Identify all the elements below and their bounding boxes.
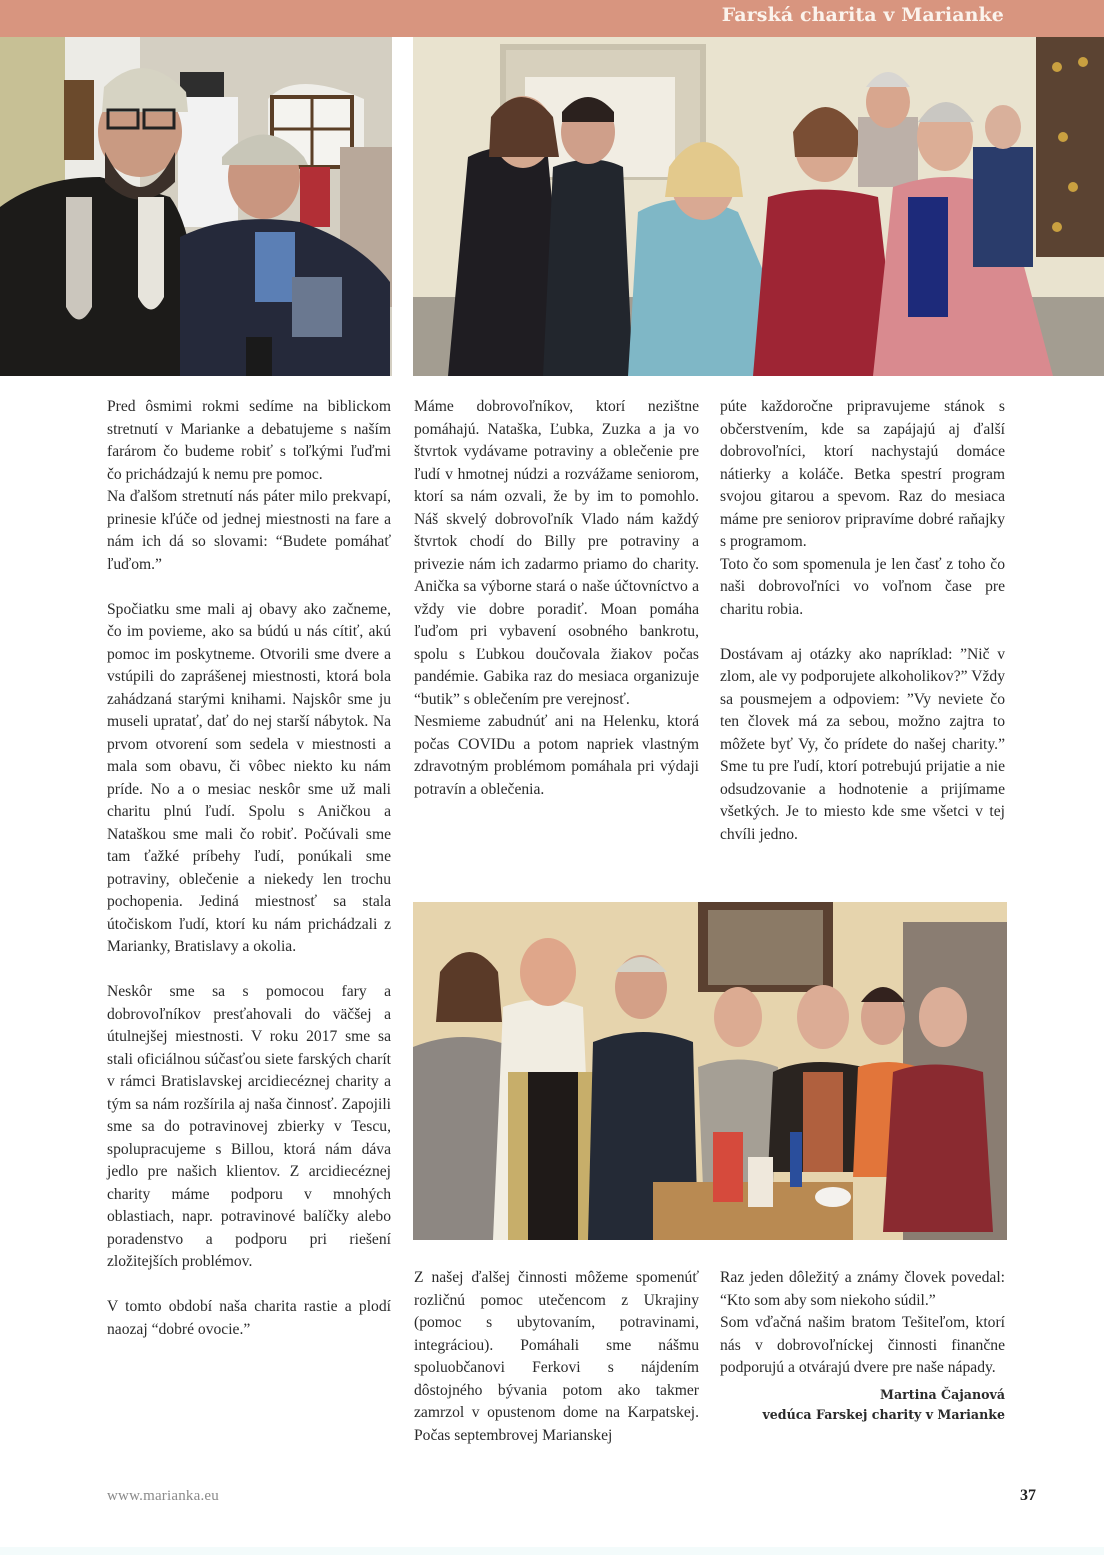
article-column-1 <box>107 396 391 1341</box>
paragraph: Pred ôsmimi rokmi sedíme na biblickom stretnutí v Marianke a debatujeme s naším farárom čo budeme robiť s toľkými ľuďmi čo prichádzajú k nemu pre pomoc. <box>107 398 391 483</box>
paragraph: Dostávam aj otázky ako napríklad: ”Nič v zlom, ale vy podporujete alkoholikov?” Vždy sa pousmejem a odpoviem: ”Vy neviete čo ten človek má za sebou, možno zajtra to môžete byť Vy, čo prídete do našej charity.” Sme tu pre ľudí, ktorí potrebujú prijatie a nie odsudzovanie a hodnotenie a prijímame všetkých. Je to miesto kde sme všetci v tej chvíli jedno. <box>720 645 1005 843</box>
article-column-3 <box>720 396 1005 846</box>
paragraph: Máme dobrovoľníkov, ktorí nezištne pomáhajú. Nataška, Ľubka, Zuzka a ja vo štvrtok vydávame potraviny a oblečenie pre ľudí v hmotnej núdzi a rozvážame seniorom, ktorí sa nám ozvali, že by im to pomohlo. Náš skvelý dobrovoľník Vlado nám každý štvrtok chodí do Billy pre potraviny a privezie nám ich zadarmo priamo do charity. Anička sa výborne stará o naše účtovníctvo a vždy vie dobre poradiť. Moan pomáha ľuďom pri vybavení osobného bankrotu, spolu s Ľubkou doučovala žiakov počas pandémie. Gabika raz do mesiaca organizuje “butik” s oblečením pre verejnosť. <box>414 398 699 708</box>
header-bar <box>0 0 1104 37</box>
photo-group-at-table <box>413 902 1007 1240</box>
paragraph: Z našej ďalšej činnosti môžeme spomenúť rozličnú pomoc utečencom z Ukrajiny (pomoc s ubytovaním, potravinami, integráciou). Pomáhali sme nášmu spoluobčanovi Ferkovi s nájdením dôstojného bývania potom ako takmer zamrzol v opustenom dome na Karpatskej. Počas septembrovej Marianskej <box>414 1269 699 1444</box>
paragraph: Spočiatku sme mali aj obavy ako začneme, čo im povieme, ako sa búdú u nás cítiť, akú pomoc im poskytneme. Otvorili sme dvere a vstúpili do zaprášenej miestnosti, ktorá bola zahádzaná starými knihami. Najskôr sme ju museli upratať, dať do nej starší nábytok. Na prvom otvorení som sedela v miestnosti a mala som obavu, či vôbec niekto ku nám príde. No a o mesiac neskôr sme už mali charitu plnú ľudí. Spolu s Aničkou a Nataškou sme mali čo robiť. Počúvali sme tam ťažké príbehy ľudí, ponúkali sme potraviny, oblečenie a niekedy len trochu pochopenia. Jediná miestnosť sa stala útočiskom ľudí, ktorí ku nám prichádzali z Marianky, Bratislavy a okolia. <box>107 600 391 955</box>
photo-volunteers-outdoors <box>413 37 1104 376</box>
paragraph: Nesmieme zabudnúť ani na Helenku, ktorá počas COVIDu a potom napriek vlastným zdravotným problémom pomáhala pri výdaji potravín a oblečenia. <box>414 713 699 798</box>
photo-image <box>413 37 1104 376</box>
paragraph: Raz jeden dôležitý a známy človek povedal: “Kto som aby som niekoho súdil.” <box>720 1269 1005 1309</box>
article-column-2-bottom <box>414 1267 699 1447</box>
paragraph: V tomto období naša charita rastie a plodí naozaj “dobré ovocie.” <box>107 1298 391 1338</box>
article-column-3-bottom <box>720 1267 1005 1424</box>
article-column-2 <box>414 396 699 801</box>
photo-image <box>413 902 1007 1240</box>
bottom-strip <box>0 1547 1104 1555</box>
paragraph: Som vďačná našim bratom Tešiteľom, ktorí nás v dobrovoľníckej činnosti finančne podporujú a otvárajú dvere pre naše nápady. <box>720 1314 1005 1376</box>
photo-two-men-in-caps <box>0 37 392 376</box>
author-signature <box>720 1384 1005 1424</box>
page-number: 37 <box>1020 1487 1036 1504</box>
footer-website-link[interactable]: www.marianka.eu <box>107 1488 219 1504</box>
paragraph: Na ďalšom stretnutí nás páter milo prekvapí, prinesie kľúče od jednej miestnosti na fare a nám ich dá so slovami: “Budete pomáhať ľuďom.” <box>107 488 391 573</box>
author-role: vedúca Farskej charity v Marianke <box>762 1406 1005 1422</box>
paragraph: Toto čo som spomenula je len časť z toho čo naši dobrovoľníci vo voľnom čase pre charitu robia. <box>720 555 1005 618</box>
paragraph: Neskôr sme sa s pomocou fary a dobrovoľníkov presťahovali do väčšej a útulnejšej miestnosti. V roku 2017 sme sa stali oficiálnou súčasťou siete farských charít v rámci Bratislavskej arcidiecéznej charity a tým sa nám rozšírila aj naša činnosť. Zapojili sme sa do potravinovej zbierky v Tescu, spolupracujeme s Billou, ktorá nám dáva jedlo pre našich klientov. Z arcidiecéznej charity máme podporu v mnohých oblastiach, napr. potravinové balíčky alebo poradenstvo a podporu pri riešení zložitejších problémov. <box>107 983 391 1270</box>
section-title: Farská charita v Marianke <box>721 4 1004 26</box>
photo-image <box>0 37 392 376</box>
author-name: Martina Čajanová <box>880 1386 1005 1402</box>
paragraph: púte každoročne pripravujeme stánok s občerstvením, kde sa zapájajú aj ďalší dobrovoľníci, ktorí nachystajú domáce nátierky a koláče. Betka spestrí program svojou gitarou a spevom. Raz do mesiaca máme pre seniorov pripravíme dobré raňajky s programom. <box>720 398 1005 550</box>
